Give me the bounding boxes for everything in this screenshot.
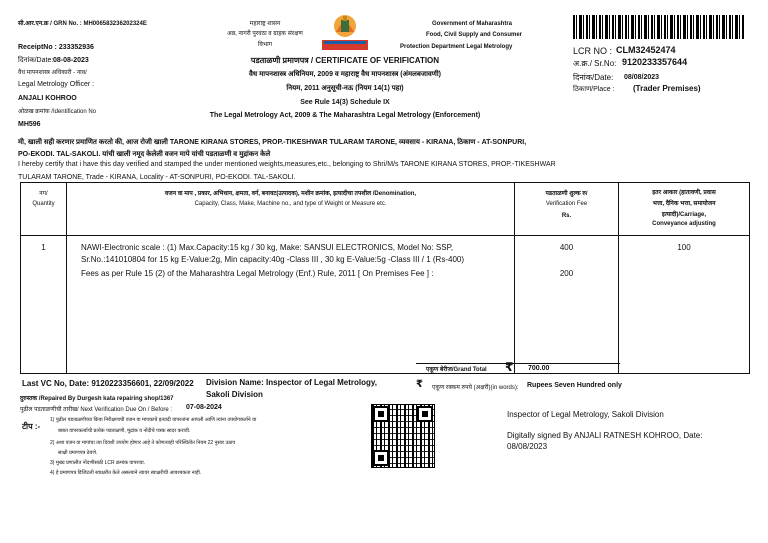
serial-number: 9120233357644: [622, 57, 688, 67]
gov-division-en: Protection Department Legal Metrology: [400, 44, 513, 50]
amount-in-words: Rupees Seven Hundred only: [527, 382, 622, 389]
col-quantity-mr: नग/: [39, 191, 48, 197]
next-verification-label: पुढील पडताळणीची तारीख/ Next Verification Due On / Before :: [20, 407, 173, 413]
barcode-icon: [573, 15, 745, 39]
col-fee-mr: पडताळणी शुल्क रु/: [545, 191, 588, 197]
col-carriage-line4: Conveyance adjusting: [652, 221, 716, 227]
digital-signature-line1: Digitally signed By ANJALI RATNESH KOHROO, Date:: [507, 431, 703, 440]
gov-title-mr: महाराष्ट्र शासन: [249, 21, 281, 27]
date-label: दिनांक/Date:: [573, 73, 614, 82]
place-label: ठिकाण/Place :: [573, 86, 615, 93]
note-2b: साक्षी प्रमाणपत्र ठेवणे.: [58, 450, 98, 456]
certify-text-mr-2: PO-EKODI. TAL-SAKOLI. यांची खाली नमूद केलेली वजन मापे यांची पडताळणी व मुद्रांकन केले: [18, 151, 271, 158]
state-emblem-icon: [322, 12, 368, 52]
act-title-en: The Legal Metrology Act, 2009 & The Maharashtra Legal Metrology (Enforcement): [209, 112, 481, 119]
note-1a: 1) पुढील पडताळणीच्या किंवा निरीक्षणाची वजन वा मापकाचे इत्यादी वापरतांना आपली आणि त्यांना उपयोगकर्ताने या: [50, 417, 257, 423]
serial-label: अ.क्र./ Sr.No:: [573, 59, 617, 68]
row-quantity: 1: [41, 243, 46, 252]
lcr-label: LCR NO :: [573, 46, 613, 56]
col-fee-header: Verification Fee: [545, 201, 588, 207]
grn-number: सी.आर.एन.क्र / GRN No. : MH006583236202324E: [18, 21, 147, 27]
certificate-date: 08/08/2023: [624, 74, 660, 81]
note-1b: बाबत वापरकर्त्याची प्रत्येक पडताळणी, मुद्रांक व नोंदीचे पत्रक सादर करावी.: [58, 428, 191, 434]
fee-value-1: 400: [559, 243, 574, 252]
repaired-by: दुरुस्तक /Repaired By Durgesh kata repairing shop/1367: [20, 396, 174, 402]
digital-signature-line2: 08/08/2023: [507, 442, 548, 451]
last-vc-info: Last VC No, Date: 9120223356601, 22/09/2022: [22, 379, 194, 388]
col-quantity-header: Quantity: [32, 201, 55, 207]
division-name-line2: Sakoli Division: [206, 390, 263, 399]
note-2a: 2) अशा वजन वा मापांचा त्या दिवशी उपयोग होणार आहे ते कोणत्याही परिस्थितीत नियम 22 नुसार उठाव: [50, 440, 236, 446]
col-fee-unit: Rs.: [561, 213, 572, 219]
certify-text-en-1: I hereby certify that i have this day verified and stamped the under mentioned weights,measures,etc., belonging to Shri/M/s TARONE KIRANA STORES, PROP.-TIKESHWAR: [18, 161, 556, 168]
identification-label: ओळख क्रमांक /Identification No: [18, 109, 96, 115]
grand-total-label: एकूण बेरीज/Grand Total: [426, 367, 487, 373]
amount-words-label: एकूण रक्कम रुपये (अक्षरी)(in words):: [432, 385, 519, 391]
certificate-place: (Trader Premises): [633, 84, 701, 93]
row-description-2: Sr.No.:141010804 for 15 kg E-Value:2g, Min capacity:40g -Class III , 30 kg E-Value:5g -Class III / 1 (Rs-400): [81, 255, 465, 264]
note-4: 4) हे प्रमाणपत्र डिजिटली स्वाक्षरीत केले असल्याने त्यावर स्वाक्षरीची आवश्यकता नाही.: [50, 470, 202, 476]
rupee-icon: ₹: [505, 360, 514, 374]
gov-title-en: Government of Maharashtra: [432, 21, 513, 27]
row-description-1: NAWI-Electronic scale : (1) Max.Capacity:15 kg / 30 kg, Make: SANSUI ELECTRONICS, Model No: SSP,: [81, 243, 454, 252]
gov-department-en: Food, Civil Supply and Consumer: [426, 32, 523, 38]
receipt-number: ReceiptNo : 233352936: [18, 44, 94, 51]
inspector-title: Inspector of Legal Metrology, Sakoli Division: [507, 410, 664, 419]
grand-total-value: 700.00: [528, 365, 550, 372]
certificate-title: पडताळणी प्रमाणपत्र / CERTIFICATE OF VERIFICATION: [250, 56, 440, 65]
act-title-mr: वैध मापनशास्त्र अधिनियम, 2009 व महाराष्ट्र वैध मापनशास्त्र (अंमलबजावणी): [248, 71, 441, 78]
officer-label-mr: वैध मापनशास्त्र अधिकारी - नाव/: [18, 70, 87, 76]
officer-name: ANJALI KOHROO: [18, 95, 77, 102]
gov-division-mr: विभाग: [257, 42, 273, 48]
col-description-mr: वजन वा माप , प्रकार, अभिधान, क्षमता, वर्ग, बनावट(उत्पादक), मशीन क्रमांक, इत्यादीचा तपशील /Denomination,: [164, 191, 417, 197]
col-carriage-line1: इतर आकार (हातावणी, प्रवास: [652, 190, 716, 196]
col-description-header: Capacity, Class, Make, Machine no., and type of Weight or Measure etc.: [194, 201, 387, 207]
identification-number: MH596: [18, 121, 41, 128]
col-carriage-line3: इत्यादी)/Carriage,: [661, 212, 707, 218]
col-carriage-line2: भत्ता, दैनिक भत्ता, समायोजन: [652, 201, 716, 207]
rule-reference: See Rule 14(3) Schedule IX: [300, 99, 390, 106]
receipt-date: 08-08-2023: [53, 57, 89, 64]
carriage-value: 100: [677, 243, 691, 252]
gov-department-mr: अन्न, नागरी पुरवठा व ग्राहक संरक्षण: [227, 31, 303, 37]
lcr-number: CLM32452474: [616, 45, 676, 55]
division-name: Division Name: Inspector of Legal Metrology,: [206, 378, 377, 387]
fee-value-2: 200: [559, 269, 574, 278]
next-verification-date: 07-08-2024: [186, 404, 222, 411]
receipt-date-label: दिनांक/Date:: [18, 57, 54, 64]
verification-table: [20, 182, 750, 374]
officer-label: Legal Metrology Officer :: [18, 81, 95, 88]
certify-text-en-2: TULARAM TARONE, Trade - KIRANA, Locality - AT-SONPURI, PO-EKODI. TAL-SAKOLI.: [18, 174, 296, 181]
row-description-3: Fees as per Rule 15 (2) of the Maharashtra Legal Metrology (Enf.) Rule, 2011 [ On Premises Fee ] :: [81, 269, 434, 278]
rupee-words-icon: ₹: [416, 379, 423, 390]
note-3: 3) मुख्य प्रणालीत नोंदणीसाठी LCR क्रमांक वापरावा.: [50, 460, 146, 466]
rule-title-mr: नियम, 2011 अनुसूची-नऊ (नियम 14(1) पहा): [286, 85, 404, 92]
qr-code-icon: [372, 405, 434, 467]
note-label: टीप :-: [22, 422, 41, 431]
certify-text-mr-1: मी, खाली सही करणार प्रमाणित करतो की, आज रोजी खाली TARONE KIRANA STORES, PROP.-TIKESHWAR TULARAM TARONE, व्यवसाय - KIRANA, ठिकाण - AT-SONPURI,: [18, 139, 527, 146]
